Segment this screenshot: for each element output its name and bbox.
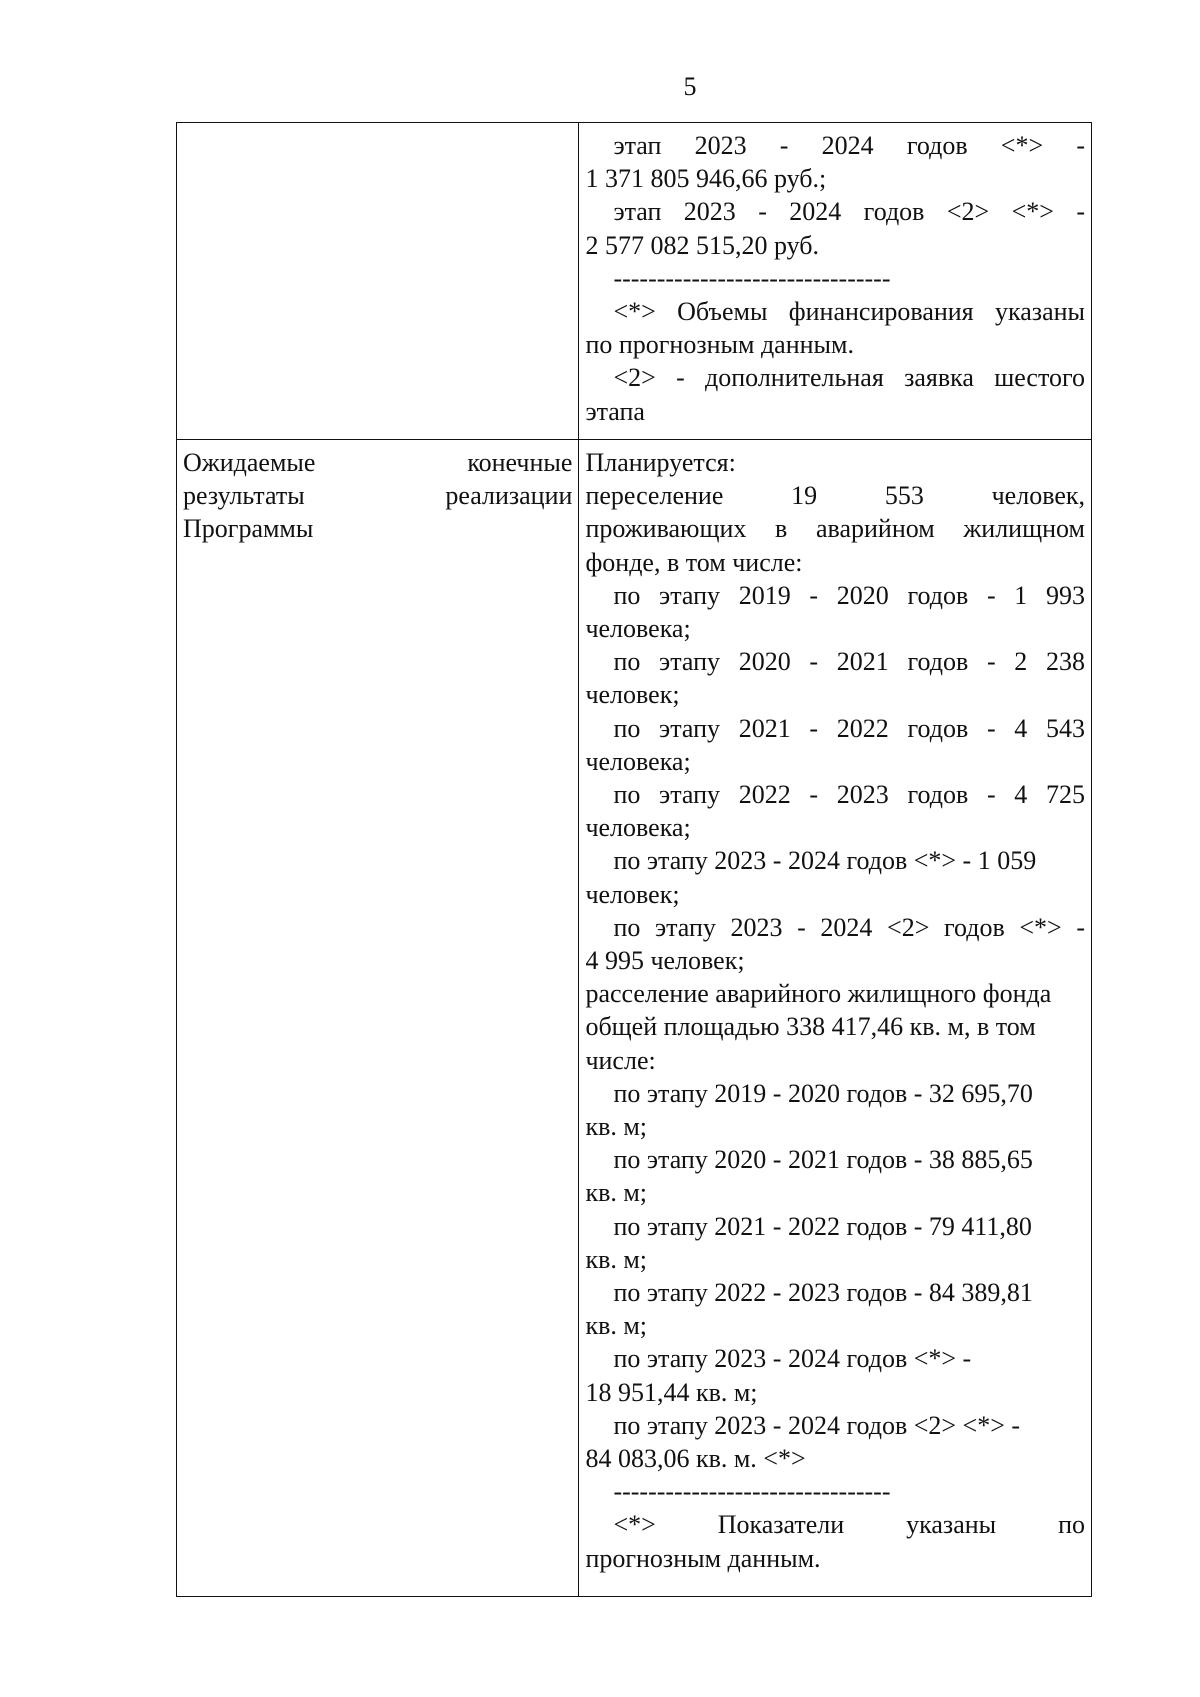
footnote-text: <*> Объемы финансирования указаны: [613, 297, 1085, 326]
stage-area-line: 84 083,06 кв. м. <*>: [585, 1444, 806, 1474]
passport-table: [176, 122, 1092, 1597]
financing-line: этап 2023 - 2024 годов <*> -: [613, 131, 1085, 160]
stage-area-line: по этапу 2023 - 2024 годов <2> <*> -: [613, 1410, 1021, 1440]
table-row-results: [177, 440, 1092, 1597]
footnote-separator: --------------------------------: [613, 1477, 891, 1507]
stage-people-line: по этапу 2023 - 2024 годов <*> - 1 059: [613, 846, 1037, 876]
stage-area-line: по этапу 2023 - 2024 годов <*> -: [613, 1344, 972, 1374]
label-line: Программы: [183, 514, 314, 544]
stage-area-line: 18 951,44 кв. м;: [585, 1377, 758, 1407]
stage-people-line: по этапу 2020 - 2021 годов - 2 238: [613, 647, 1085, 677]
financing-line: 1 371 805 946,66 руб.;: [585, 164, 827, 194]
stage-area-line: кв. м;: [585, 1244, 648, 1274]
footnote-text: по прогнозным данным.: [585, 330, 854, 360]
stage-area-line: кв. м;: [585, 1311, 648, 1341]
financing-line: этап 2023 - 2024 годов <2> <*> -: [613, 197, 1085, 227]
footnote-text: <*> Показатели указаны по: [613, 1510, 1085, 1540]
table-row-financing: [177, 123, 1092, 440]
stage-people-line: человек;: [585, 680, 680, 710]
stage-people-line: по этапу 2023 - 2024 <2> годов <*> -: [613, 912, 1085, 942]
table-cell-results-label: [177, 440, 579, 1597]
table-cell-financing: [579, 123, 1092, 440]
stage-area-line: по этапу 2019 - 2020 годов - 32 695,70: [613, 1078, 1033, 1108]
stage-people-line: человека;: [585, 614, 691, 644]
stage-people-line: 4 995 человек;: [585, 946, 745, 976]
label-line: Ожидаемые конечные: [183, 448, 573, 477]
stage-people-line: человека;: [585, 746, 691, 776]
stage-area-line: кв. м;: [585, 1178, 648, 1208]
label-line: результаты реализации: [183, 481, 573, 511]
stage-people-line: человек;: [585, 879, 680, 909]
table-cell-results-text: [579, 440, 1092, 1597]
results-line: фонде, в том числе:: [585, 547, 803, 577]
stage-people-line: по этапу 2019 - 2020 годов - 1 993: [613, 580, 1085, 610]
financing-line: 2 577 082 515,20 руб.: [585, 230, 819, 260]
page-number: 5: [683, 72, 697, 101]
results-intro: Планируется:: [585, 448, 736, 477]
footnote-text: <2> - дополнительная заявка шестого: [613, 363, 1085, 393]
stage-people-line: по этапу 2021 - 2022 годов - 4 543: [613, 713, 1085, 743]
results-line: числе:: [585, 1045, 656, 1075]
footnote-text: этапа: [585, 396, 645, 426]
stage-area-line: кв. м;: [585, 1112, 648, 1142]
results-line: расселение аварийного жилищного фонда: [585, 979, 1052, 1009]
results-line: проживающих в аварийном жилищном: [585, 514, 1085, 544]
stage-people-line: человека;: [585, 813, 691, 843]
footnote-separator: --------------------------------: [613, 263, 891, 293]
results-line: переселение 19 553 человек,: [585, 481, 1085, 511]
stage-area-line: по этапу 2020 - 2021 годов - 38 885,65: [613, 1145, 1033, 1175]
footnote-text: прогнозным данным.: [585, 1543, 821, 1573]
results-line: общей площадью 338 417,46 кв. м, в том: [585, 1012, 1036, 1042]
stage-area-line: по этапу 2021 - 2022 годов - 79 411,80: [613, 1211, 1032, 1241]
stage-people-line: по этапу 2022 - 2023 годов - 4 725: [613, 780, 1085, 810]
stage-area-line: по этапу 2022 - 2023 годов - 84 389,81: [613, 1278, 1033, 1308]
table-cell-empty: [177, 123, 579, 440]
